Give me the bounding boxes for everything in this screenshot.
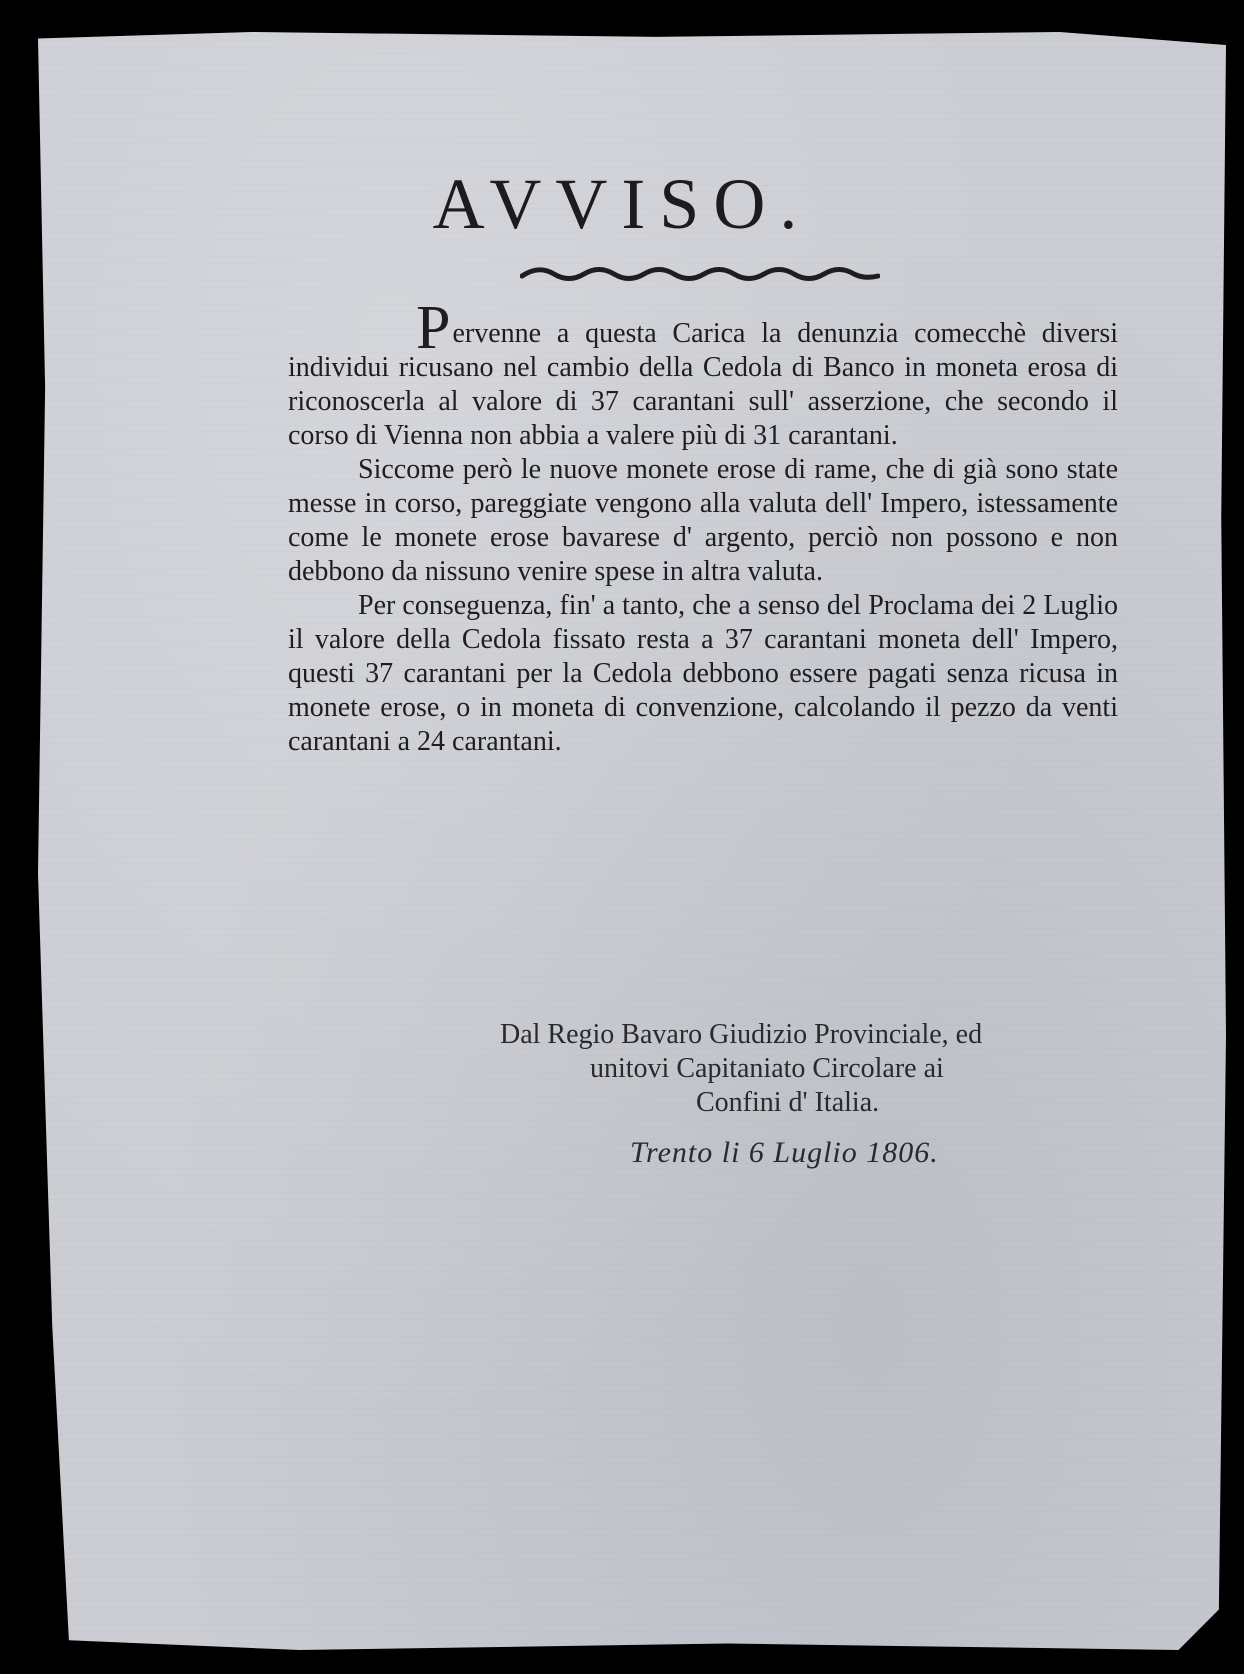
paragraph-2: Siccome però le nuove monete erose di rame, che di già sono state messe in corso, pareggiate vengono alla valuta dell' Impero, istessamente come le monete erose bavarese d' argento, perciò non possono e non debbono da nissuno venire spese in altra valuta. [288,454,1118,587]
ornamental-rule [520,264,880,288]
dateline: Trento li 6 Luglio 1806. [630,1136,939,1169]
notice-body [288,294,1118,759]
drop-cap: P [416,294,451,362]
issuer-signature [500,1018,1120,1120]
signature-line-3: Confini d' Italia. [696,1087,880,1118]
signature-line-2: unitovi Capitaniato Circolare ai [590,1053,944,1084]
signature-line-1: Dal Regio Bavaro Giudizio Provinciale, ed [500,1019,983,1050]
paragraph-1 [288,294,1118,453]
paragraph-1-text: ervenne a questa Carica la denunzia comecchè diversi individui ricusano nel cambio della Cedola di Banco in moneta erosa di riconoscerla al valore di 37 carantani sull' asserzione, che secondo il corso di Vienna non abbia a valere più di 31 carantani. [288,318,1118,451]
notice-title: AVVISO. [432,164,812,244]
paragraph-3: Per conseguenza, fin' a tanto, che a senso del Proclama dei 2 Luglio il valore della Cedola fissato resta a 37 carantani moneta dell' Impero, questi 37 carantani per la Cedola debbono essere pagati senza ricusa in monete erose, o in moneta di convenzione, calcolando il pezzo da venti carantani a 24 carantani. [288,590,1118,757]
